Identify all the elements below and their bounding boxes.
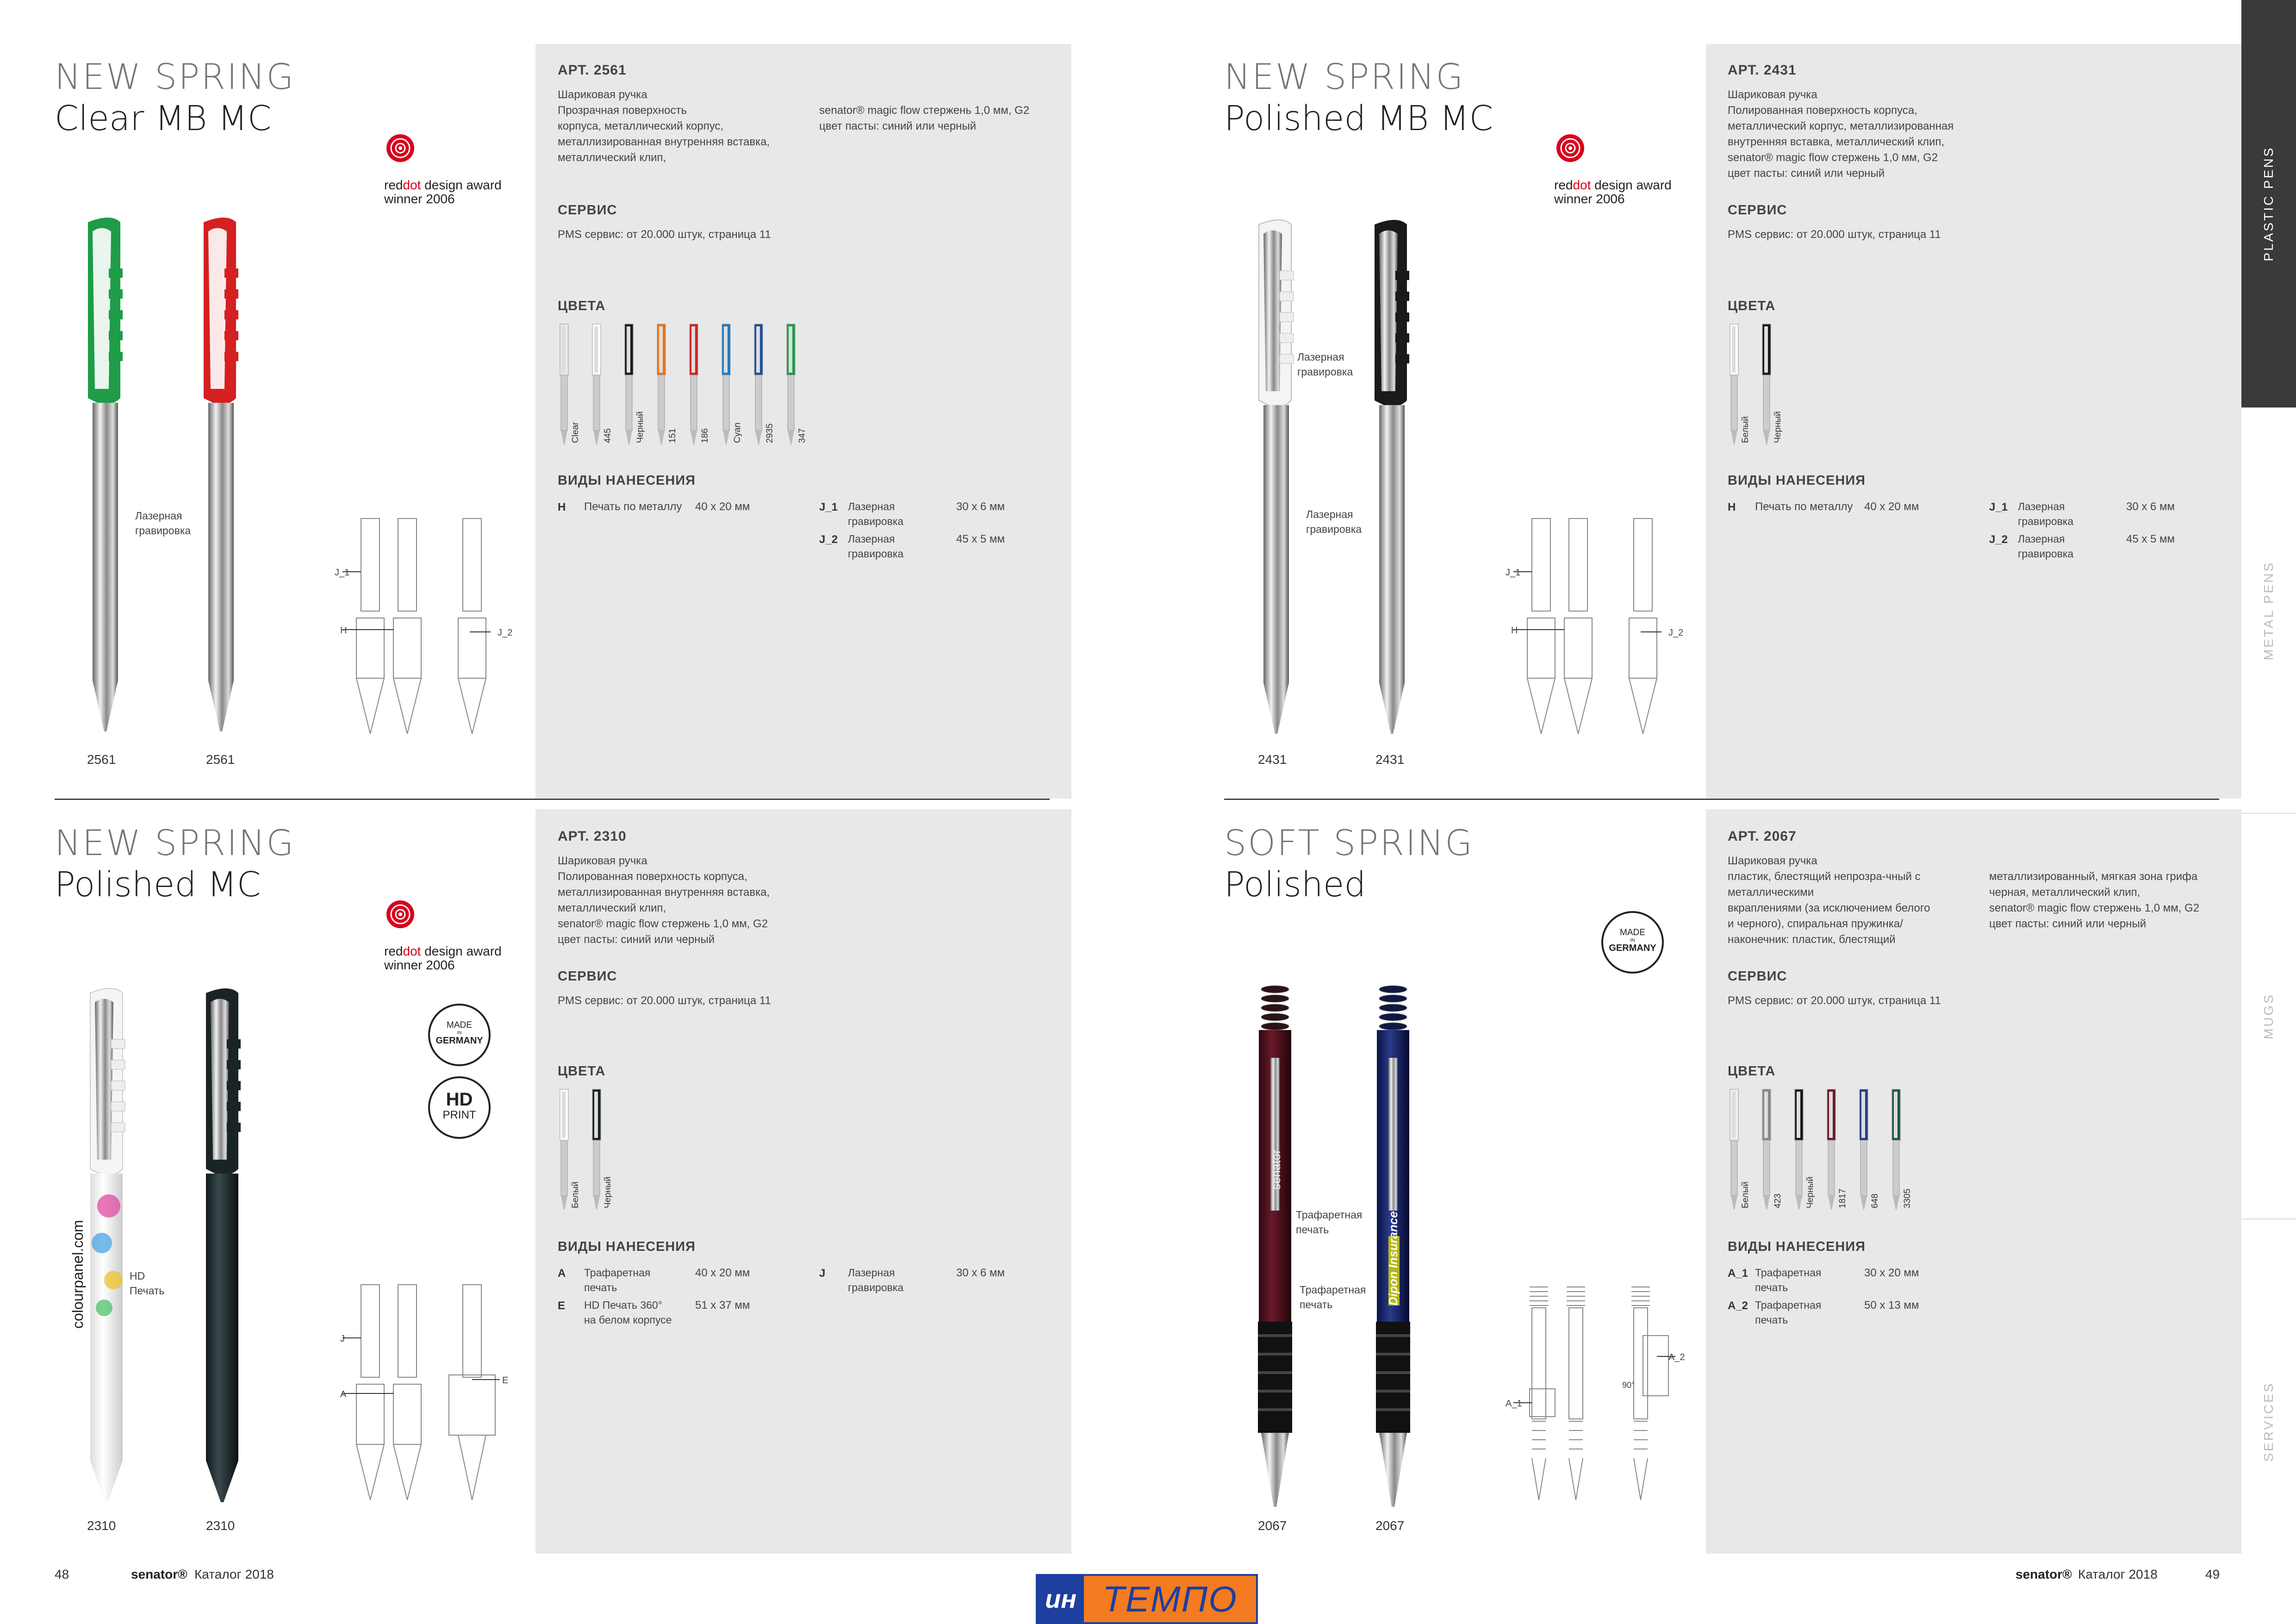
diagram-label: A_2 bbox=[1668, 1352, 1685, 1362]
app-name: Трафаретная печать bbox=[1755, 1267, 1822, 1293]
award-year: winner 2006 bbox=[1554, 192, 1625, 206]
callout-screen-print: Трафаретная печать bbox=[1300, 1284, 1366, 1311]
app-size: 40 x 20 мм bbox=[695, 1267, 750, 1279]
reddot-award bbox=[384, 132, 502, 206]
tab-metal-pens[interactable] bbox=[2241, 407, 2296, 813]
color-swatch-label: 648 bbox=[1870, 1193, 1880, 1208]
app-name: Лазерная гравировка bbox=[848, 500, 904, 527]
color-swatch[interactable] bbox=[1728, 1087, 1742, 1212]
colors-heading: ЦВЕТА bbox=[1728, 299, 1776, 313]
badge-text: IN bbox=[457, 1031, 462, 1036]
app-name: Лазерная гравировка bbox=[848, 1267, 904, 1293]
color-swatch[interactable] bbox=[622, 322, 636, 447]
description-left: Шариковая ручка Прозрачная поверхность корпуса, металлический корпус, металлизированная внутренняя вставка, металлический клип, bbox=[558, 88, 770, 164]
award-text: red bbox=[384, 178, 403, 192]
app-code: J bbox=[819, 1267, 826, 1280]
service-text: PMS сервис: от 20.000 штук, страница 11 bbox=[558, 994, 771, 1007]
footer-brand-right: senator® bbox=[2016, 1567, 2072, 1581]
callout-hd-print: HD Печать bbox=[130, 1270, 165, 1297]
color-swatch-label: Cyan bbox=[733, 422, 742, 443]
color-swatch-label: 186 bbox=[700, 428, 710, 443]
color-swatch[interactable] bbox=[590, 1087, 604, 1212]
app-size: 30 x 6 мм bbox=[2126, 500, 2175, 513]
color-swatches bbox=[1728, 322, 2005, 447]
pen-print-text: colourpanel.com bbox=[69, 1220, 86, 1329]
color-swatch-label: 2935 bbox=[765, 423, 775, 443]
badge-text: PRINT bbox=[442, 1109, 476, 1121]
color-swatch[interactable] bbox=[558, 1087, 572, 1212]
app-code: J_1 bbox=[819, 501, 838, 513]
section-title-line1: NEW SPRING bbox=[55, 56, 295, 97]
diagram-label: H bbox=[1511, 625, 1518, 636]
app-name: Лазерная гравировка bbox=[2018, 533, 2074, 560]
callout-laser-engraving: Лазерная гравировка bbox=[135, 510, 191, 537]
pen-label: 2561 bbox=[87, 752, 116, 767]
color-swatch-label: 423 bbox=[1773, 1193, 1783, 1208]
pen-label: 2431 bbox=[1258, 752, 1287, 767]
award-text-dot: dot bbox=[1573, 178, 1591, 192]
app-code: A_1 bbox=[1728, 1267, 1748, 1280]
award-text: red bbox=[384, 944, 403, 958]
description-left: Шариковая ручка Полированная поверхность корпуса, металлизированная внутренняя вставка, металлический клип, senator® magic flow стержень 1,0 мм, G2 цвет пасты: синий или черный bbox=[558, 855, 770, 946]
callout-screen-print: Трафаретная печать bbox=[1296, 1209, 1363, 1236]
color-swatch[interactable] bbox=[720, 322, 734, 447]
service-heading: СЕРВИС bbox=[558, 203, 617, 218]
tab-label: SERVICES bbox=[2261, 1381, 2276, 1462]
pen-image-green bbox=[69, 213, 134, 741]
applications-heading: ВИДЫ НАНЕСЕНИЯ bbox=[558, 473, 696, 488]
color-swatch-label: Белый bbox=[1741, 1181, 1750, 1208]
color-swatch[interactable] bbox=[1760, 1087, 1774, 1212]
section-title-line1: NEW SPRING bbox=[55, 822, 295, 863]
footer-catalog-left: Каталог 2018 bbox=[194, 1567, 274, 1581]
app-code: J_2 bbox=[1989, 533, 2008, 546]
app-size: 40 x 20 мм bbox=[1864, 500, 1919, 513]
app-size: 51 x 37 мм bbox=[695, 1299, 750, 1312]
pen-image-burgundy bbox=[1250, 984, 1300, 1512]
diagram-label: J_2 bbox=[498, 628, 513, 638]
diagram-label: J_1 bbox=[1506, 568, 1521, 578]
diagram-label: H bbox=[340, 625, 347, 636]
page-number-left: 48 bbox=[55, 1567, 69, 1581]
color-swatch[interactable] bbox=[1857, 1087, 1871, 1212]
section-title-line2: Polished MB MC bbox=[1224, 99, 1493, 138]
color-swatch-label: Черный bbox=[1805, 1176, 1815, 1208]
print-area-diagram bbox=[1504, 1282, 1680, 1505]
badge-text: IN bbox=[1630, 938, 1635, 943]
applications-heading: ВИДЫ НАНЕСЕНИЯ bbox=[1728, 473, 1866, 488]
color-swatch[interactable] bbox=[558, 322, 572, 447]
diagram-label: 90° bbox=[1622, 1380, 1635, 1390]
color-swatch-label: 151 bbox=[668, 428, 678, 443]
description-right: металлизированный, мягкая зона грифа черная, металлический клип, senator® magic flow стержень 1,0 мм, G2 цвет пасты: синий или черный bbox=[1989, 870, 2200, 930]
pen-image-black bbox=[1356, 215, 1421, 743]
color-swatch-label: Белый bbox=[1741, 416, 1750, 443]
print-area-diagram bbox=[333, 1282, 509, 1505]
diagram-label: J_2 bbox=[1668, 628, 1684, 638]
made-in-germany-badge bbox=[1601, 911, 1664, 974]
section-title-line1: NEW SPRING bbox=[1224, 56, 1465, 97]
color-swatch-label: 1817 bbox=[1838, 1188, 1848, 1208]
award-year: winner 2006 bbox=[384, 192, 455, 206]
color-swatch-label: Белый bbox=[571, 1181, 580, 1208]
pen-image-white bbox=[1240, 215, 1305, 743]
color-swatch[interactable] bbox=[1825, 1087, 1839, 1212]
pen-label: 2310 bbox=[206, 1518, 235, 1533]
diagram-label: A bbox=[340, 1389, 347, 1399]
pen-print-text: senator bbox=[1269, 1149, 1283, 1190]
app-size: 30 x 6 мм bbox=[956, 500, 1005, 513]
color-swatch[interactable] bbox=[655, 322, 669, 447]
color-swatch-label: 347 bbox=[797, 428, 807, 443]
app-size: 45 x 5 мм bbox=[2126, 533, 2175, 545]
service-heading: СЕРВИС bbox=[1728, 203, 1787, 218]
reddot-logo-icon bbox=[1554, 132, 1587, 176]
pen-image-red bbox=[185, 213, 250, 741]
description-right: senator® magic flow стержень 1,0 мм, G2 цвет пасты: синий или черный bbox=[819, 104, 1030, 132]
pen-label: 2561 bbox=[206, 752, 235, 767]
app-name: Трафаретная печать bbox=[1755, 1299, 1822, 1326]
app-code: J_2 bbox=[819, 533, 838, 546]
award-text: design award bbox=[421, 178, 502, 192]
pen-label: 2310 bbox=[87, 1518, 116, 1533]
footer-catalog-right: Каталог 2018 bbox=[2078, 1567, 2158, 1581]
callout-laser-engraving: Лазерная гравировка bbox=[1306, 508, 1362, 535]
app-size: 30 x 20 мм bbox=[1864, 1267, 1919, 1279]
made-in-germany-badge bbox=[428, 1004, 491, 1066]
print-area-diagram bbox=[1504, 516, 1680, 738]
tab-plastic-pens[interactable] bbox=[2241, 0, 2296, 407]
section-title-line1: SOFT SPRING bbox=[1224, 822, 1474, 863]
badge-text: HD bbox=[446, 1089, 473, 1110]
award-text: red bbox=[1554, 178, 1573, 192]
divider-right bbox=[1224, 799, 2219, 800]
color-swatch[interactable] bbox=[687, 322, 701, 447]
badge-text: GERMANY bbox=[436, 1036, 483, 1046]
colors-heading: ЦВЕТА bbox=[558, 299, 606, 313]
color-swatches bbox=[558, 322, 835, 447]
app-code: J_1 bbox=[1989, 501, 2008, 513]
app-name: Трафаретная печать bbox=[584, 1267, 651, 1293]
diagram-label: A_1 bbox=[1506, 1399, 1522, 1409]
applications-heading: ВИДЫ НАНЕСЕНИЯ bbox=[1728, 1239, 1866, 1254]
badge-text: MADE bbox=[447, 1020, 472, 1030]
color-swatch[interactable] bbox=[752, 322, 766, 447]
color-swatch[interactable] bbox=[1728, 322, 1742, 447]
app-code: H bbox=[1728, 501, 1736, 513]
article-number: АРТ. 2431 bbox=[1728, 62, 1797, 78]
award-text-dot: dot bbox=[403, 944, 421, 958]
app-name: Лазерная гравировка bbox=[848, 533, 904, 560]
color-swatches bbox=[1728, 1087, 2005, 1212]
color-swatch-label: 3305 bbox=[1903, 1188, 1912, 1208]
service-heading: СЕРВИС bbox=[1728, 969, 1787, 984]
app-code: H bbox=[558, 501, 566, 513]
logo-right-text: ТЕМПО bbox=[1084, 1576, 1256, 1622]
diagram-label: J_1 bbox=[335, 568, 350, 578]
description-left: Шариковая ручка пластик, блестящий непрозра-чный с металлическими вкраплениями (за исключением белого и черного), спиральная пружинка/ наконечник: пластик, блестящий bbox=[1728, 855, 1930, 946]
color-swatch[interactable] bbox=[784, 322, 798, 447]
color-swatch[interactable] bbox=[1760, 322, 1774, 447]
logo-left-text: ин bbox=[1038, 1576, 1084, 1622]
badge-text: MADE bbox=[1620, 928, 1645, 937]
page-number-right: 49 bbox=[2205, 1567, 2220, 1581]
award-text-dot: dot bbox=[403, 178, 421, 192]
intempo-logo bbox=[1036, 1574, 1258, 1624]
diagram-label: J bbox=[340, 1334, 345, 1344]
tab-label: PLASTIC PENS bbox=[2261, 146, 2276, 262]
article-number: АРТ. 2310 bbox=[558, 829, 627, 844]
award-text: design award bbox=[421, 944, 502, 958]
tab-label: METAL PENS bbox=[2261, 561, 2276, 661]
award-text: design award bbox=[1591, 178, 1672, 192]
app-name: Печать по металлу bbox=[584, 500, 682, 513]
colors-heading: ЦВЕТА bbox=[1728, 1064, 1776, 1079]
service-text: PMS сервис: от 20.000 штук, страница 11 bbox=[1728, 228, 1941, 241]
reddot-logo-icon bbox=[384, 132, 417, 176]
article-number: АРТ. 2561 bbox=[558, 62, 627, 78]
color-swatch-label: Черный bbox=[603, 1176, 613, 1208]
article-number: АРТ. 2067 bbox=[1728, 829, 1797, 844]
print-area-diagram bbox=[333, 516, 509, 738]
applications-heading: ВИДЫ НАНЕСЕНИЯ bbox=[558, 1239, 696, 1254]
award-year: winner 2006 bbox=[384, 958, 455, 972]
description-left: Шариковая ручка Полированная поверхность корпуса, металлический корпус, металлизированная внутренняя вставка, металлический клип, senator® magic flow стержень 1,0 мм, G2 цвет пасты: синий или черный bbox=[1728, 88, 1954, 180]
diagram-label: E bbox=[502, 1375, 509, 1386]
reddot-award bbox=[1554, 132, 1672, 206]
app-name: HD Печать 360° на белом корпусе bbox=[584, 1299, 672, 1326]
pen-label: 2067 bbox=[1258, 1518, 1287, 1533]
app-code: E bbox=[558, 1299, 566, 1312]
pen-label: 2067 bbox=[1375, 1518, 1405, 1533]
reddot-logo-icon bbox=[384, 898, 417, 942]
app-name: Лазерная гравировка bbox=[2018, 500, 2074, 527]
callout-laser-engraving: Лазерная гравировка bbox=[1297, 351, 1353, 378]
tab-label: MUGS bbox=[2261, 993, 2276, 1039]
tab-services[interactable] bbox=[2241, 1218, 2296, 1624]
service-text: PMS сервис: от 20.000 штук, страница 11 bbox=[1728, 994, 1941, 1007]
color-swatch-label: 445 bbox=[603, 428, 613, 443]
section-title-line2: Polished bbox=[1224, 865, 1366, 905]
app-size: 45 x 5 мм bbox=[956, 533, 1005, 545]
pen-label: 2431 bbox=[1375, 752, 1405, 767]
divider-left bbox=[55, 799, 1050, 800]
color-swatches bbox=[558, 1087, 835, 1212]
app-name: Печать по металлу bbox=[1755, 500, 1853, 513]
service-text: PMS сервис: от 20.000 штук, страница 11 bbox=[558, 228, 771, 241]
color-swatch[interactable] bbox=[1890, 1087, 1904, 1212]
color-swatch-label: Черный bbox=[1773, 411, 1783, 443]
app-code: A bbox=[558, 1267, 566, 1280]
pen-print-text: Dipon Insurance bbox=[1386, 1211, 1400, 1305]
badge-text: GERMANY bbox=[1609, 943, 1656, 953]
colors-heading: ЦВЕТА bbox=[558, 1064, 606, 1079]
app-size: 40 x 20 мм bbox=[695, 500, 750, 513]
app-size: 50 x 13 мм bbox=[1864, 1299, 1919, 1312]
color-swatch[interactable] bbox=[1792, 1087, 1806, 1212]
hd-print-badge bbox=[428, 1076, 491, 1139]
app-size: 30 x 6 мм bbox=[956, 1267, 1005, 1279]
service-heading: СЕРВИС bbox=[558, 969, 617, 984]
pen-image-dark bbox=[187, 984, 252, 1512]
tab-mugs[interactable] bbox=[2241, 813, 2296, 1218]
app-code: A_2 bbox=[1728, 1299, 1748, 1312]
section-title-line2: Polished MC bbox=[55, 865, 261, 905]
section-title-line2: Clear MB MC bbox=[55, 99, 272, 138]
color-swatch-label: Черный bbox=[635, 411, 645, 443]
reddot-award bbox=[384, 898, 502, 972]
color-swatch[interactable] bbox=[590, 322, 604, 447]
footer-brand-left: senator® bbox=[131, 1567, 187, 1581]
color-swatch-label: Clear bbox=[571, 422, 580, 443]
